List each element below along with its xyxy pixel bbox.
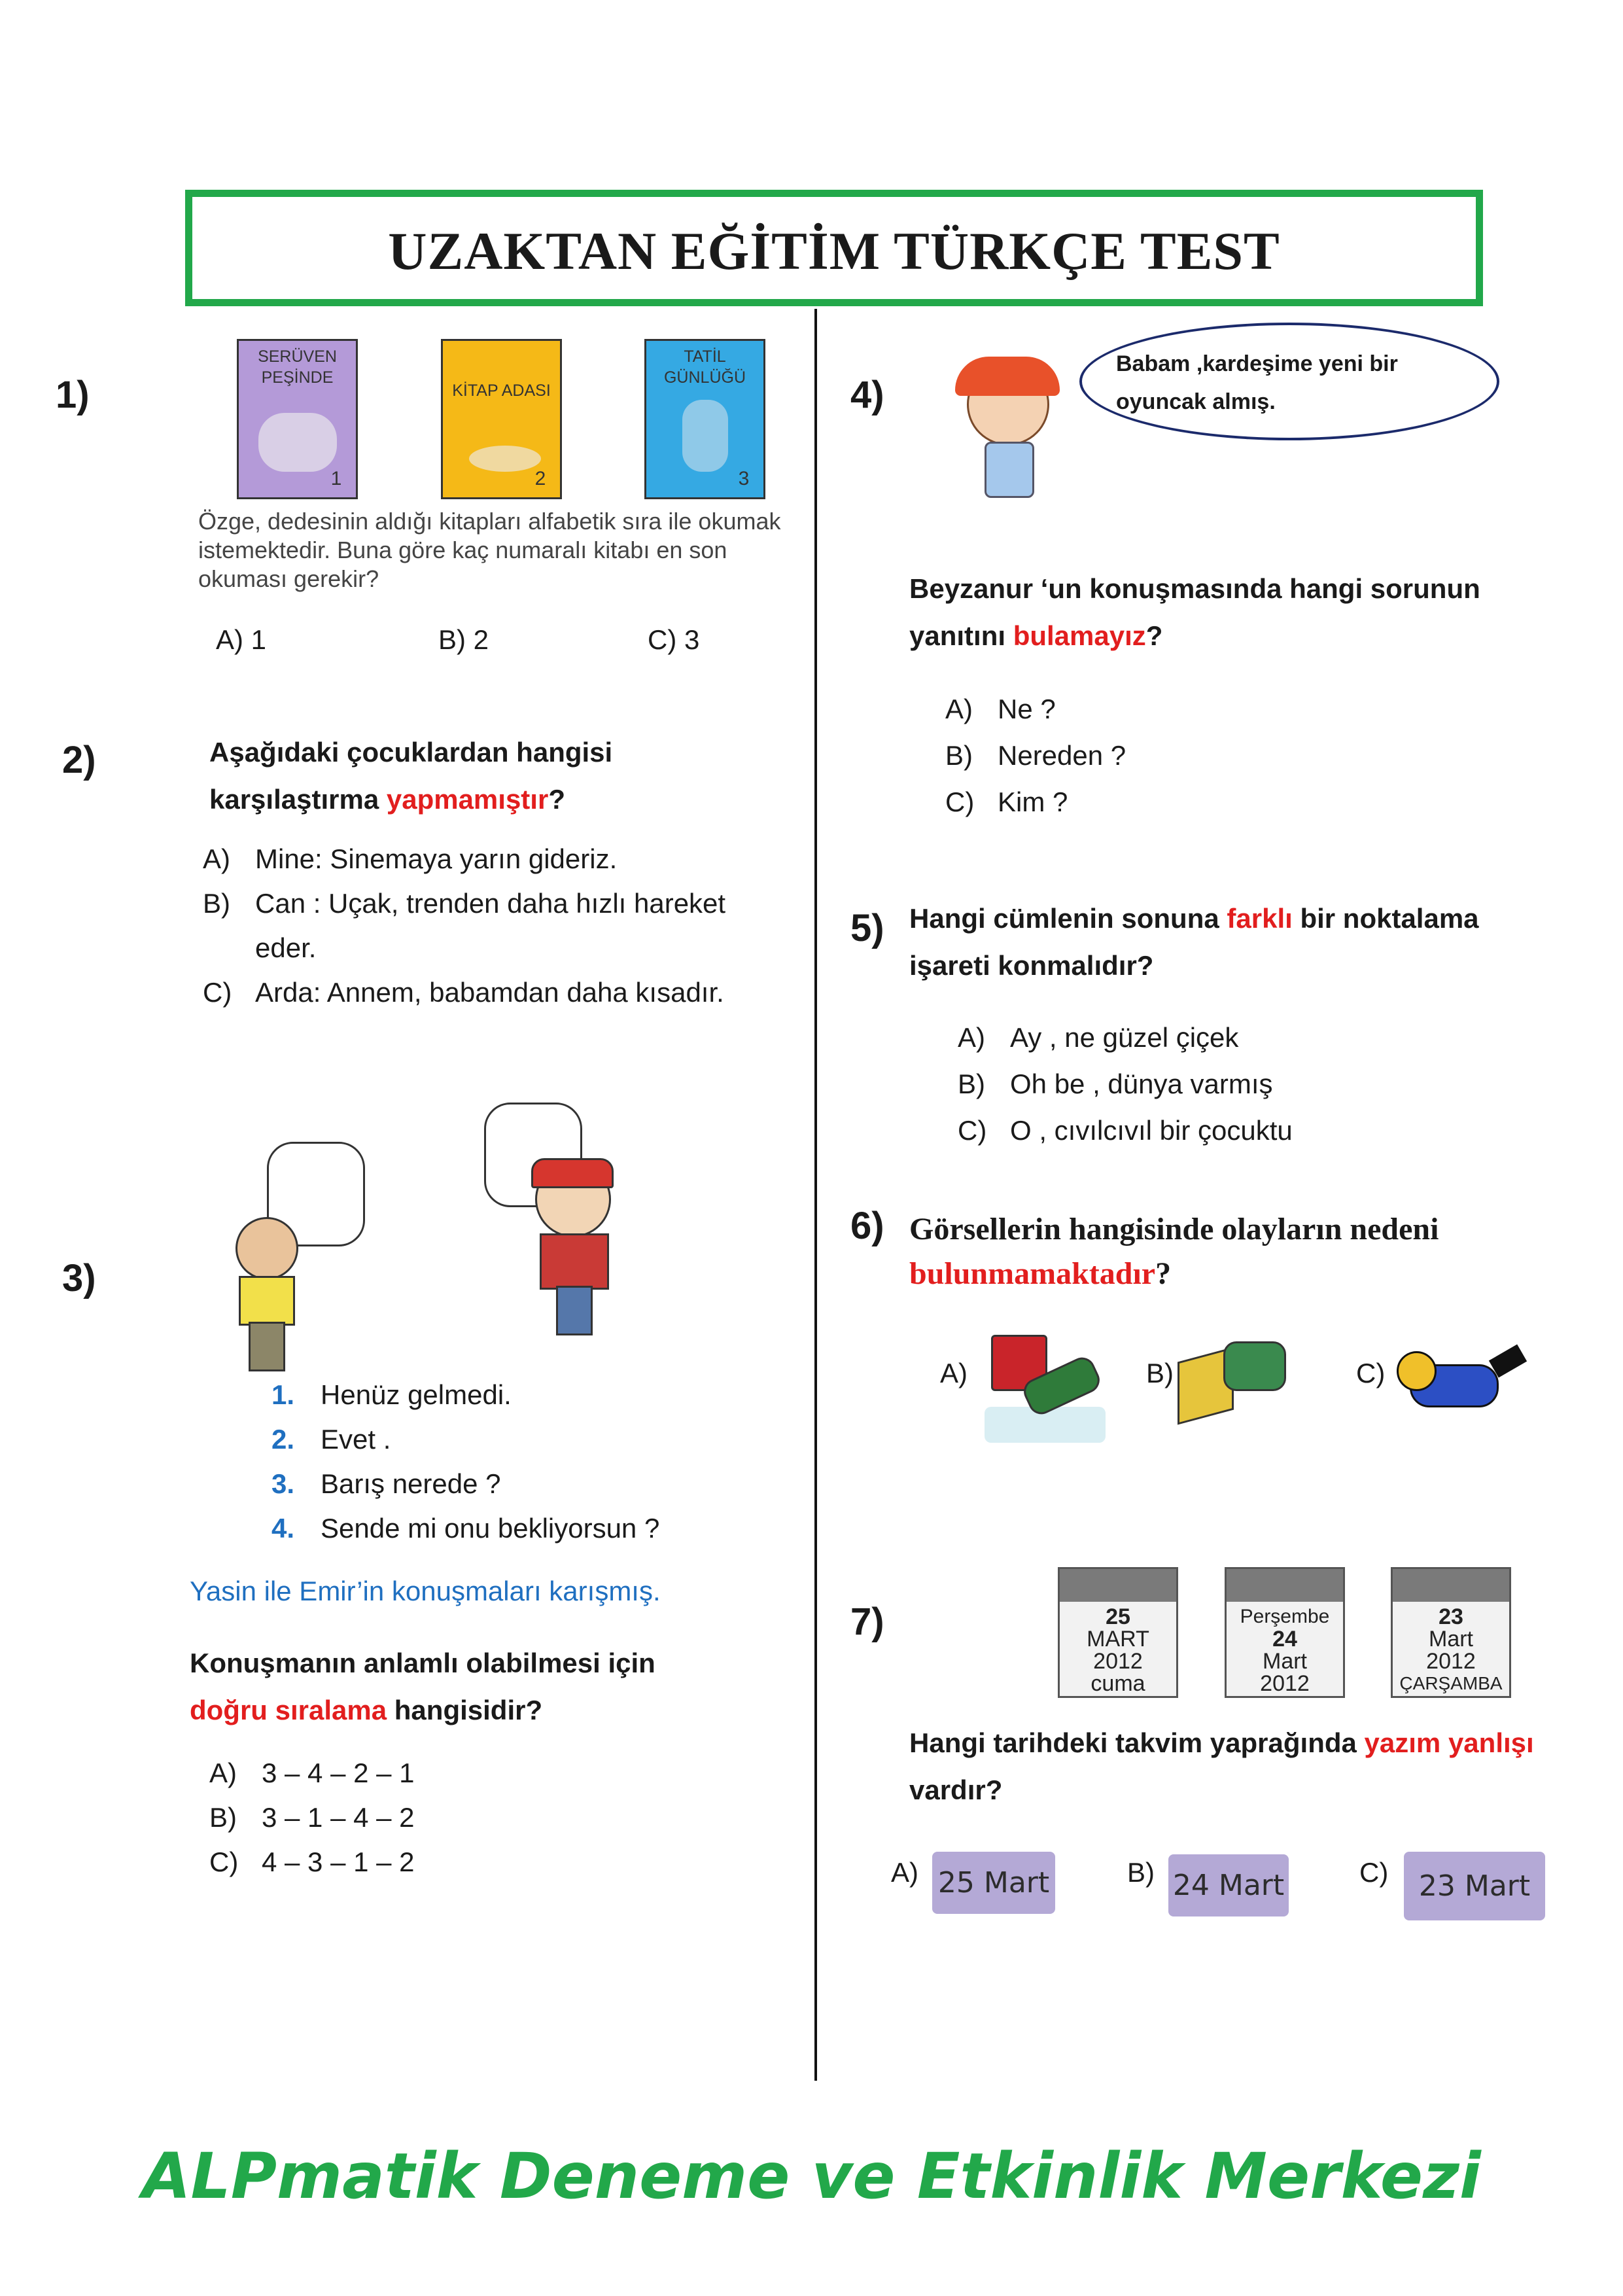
diver-mask-icon: [1397, 1351, 1437, 1391]
question-5-stem-part: Hangi cümlenin sonuna: [909, 903, 1227, 934]
question-7-number: 7): [850, 1600, 884, 1643]
question-2-options: [203, 837, 725, 1015]
question-6-stem-highlight: bulunmamaktadır: [909, 1256, 1156, 1291]
option-label: B): [203, 888, 230, 919]
question-3-option-a[interactable]: [209, 1751, 415, 1795]
question-4-stem-end: ?: [1145, 620, 1163, 651]
book-3-image: [644, 339, 765, 499]
question-3-note: Yasin ile Emir’in konuşmaları karışmış.: [190, 1576, 661, 1606]
calendar-2-line2: 24: [1272, 1627, 1297, 1651]
question-4-option-b[interactable]: [945, 732, 1126, 779]
question-1-text: Özge, dedesinin aldığı kitapları alfabetik sıra ile okumak istemektedir. Buna göre kaç numaralı kitabı en son okuması gerekir?: [198, 508, 781, 592]
book-1-image: [237, 339, 358, 499]
question-5-number: 5): [850, 907, 884, 949]
dialog-item-2: [271, 1417, 659, 1462]
option-label: C): [945, 786, 975, 817]
question-2-option-a[interactable]: [203, 837, 725, 881]
question-7-stem-highlight: yazım yanlışı: [1364, 1727, 1534, 1758]
calendar-3-line4: ÇARŞAMBA: [1399, 1673, 1503, 1693]
calendar-1-line3: 2012: [1093, 1649, 1143, 1674]
question-6-stem-line1: Görsellerin hangisinde olayların nedeni: [909, 1212, 1439, 1246]
option-label: A): [945, 694, 973, 724]
girl-hair: [955, 357, 1060, 396]
question-4-options: [945, 686, 1126, 825]
question-5-stem-line2: işareti konmalıdır?: [909, 950, 1154, 981]
question-4-stem-part: yanıtını: [909, 620, 1013, 651]
question-5-option-c[interactable]: [958, 1107, 1293, 1154]
question-3-option-c[interactable]: [209, 1840, 415, 1884]
option-label: C): [209, 1846, 239, 1877]
question-3-stem-end: hangisidir?: [387, 1695, 543, 1725]
calendar-page-2: [1225, 1567, 1345, 1698]
dialog-item-text: Sende mi onu bekliyorsun ?: [321, 1513, 660, 1544]
question-4-stem-highlight: bulamayız: [1013, 620, 1146, 651]
question-7-option-c-label[interactable]: C): [1359, 1857, 1389, 1888]
question-5-stem-part-2: bir noktalama: [1292, 903, 1479, 934]
option-label: B): [209, 1802, 237, 1833]
question-3-options: [209, 1751, 415, 1884]
book-2-number: 2: [534, 468, 546, 489]
option-text: Ne ?: [998, 694, 1056, 724]
question-5-option-a[interactable]: [958, 1014, 1293, 1061]
option-text: eder.: [255, 932, 317, 963]
book-1-title-line2: PEŞİNDE: [261, 368, 334, 387]
boy-2-body: [540, 1233, 609, 1290]
calendar-2-line3: Mart: [1263, 1649, 1307, 1674]
dialog-item-number: 2.: [271, 1424, 295, 1455]
calendar-3-line1: 23: [1439, 1604, 1463, 1629]
question-2-option-c[interactable]: [203, 970, 725, 1015]
book-1-number: 1: [330, 468, 342, 489]
option-text: 3 – 4 – 2 – 1: [262, 1757, 415, 1788]
book-2-title: KİTAP ADASI: [452, 381, 551, 400]
question-2-stem-end: ?: [548, 784, 565, 815]
book-3-illustration: [682, 400, 728, 472]
column-divider: [814, 309, 817, 2081]
calendar-1-line1: 25: [1106, 1604, 1130, 1629]
question-2-number: 2): [62, 739, 96, 781]
dialog-item-1: [271, 1373, 659, 1417]
option-text: Oh be , dünya varmış: [1010, 1069, 1273, 1099]
question-4-stem-line1: Beyzanur ‘un konuşmasında hangi sorunun: [909, 573, 1480, 604]
calendar-page-1: [1058, 1567, 1178, 1698]
boy-2-legs: [556, 1286, 593, 1335]
question-3-option-b[interactable]: [209, 1795, 415, 1840]
speech-line-1: Babam ,kardeşime yeni bir: [1116, 351, 1398, 376]
question-5-options: [958, 1014, 1293, 1154]
option-text: O , cıvılcıvıl bir çocuktu: [1010, 1115, 1293, 1146]
option-text: Nereden ?: [998, 740, 1126, 771]
question-7-stem-line1: [909, 1721, 1534, 1765]
option-label: B): [945, 740, 973, 771]
question-4-option-c[interactable]: [945, 779, 1126, 825]
calendar-1-line4: cuma: [1091, 1671, 1145, 1696]
man-icon: [1223, 1341, 1286, 1391]
calendar-page-3: [1391, 1567, 1511, 1698]
option-text: Arda: Annem, babamdan daha kısadır.: [255, 977, 724, 1008]
question-1-option-a[interactable]: A) 1: [216, 624, 267, 655]
question-3-stem-line2: [190, 1688, 542, 1733]
calendar-1-line2: MART: [1087, 1627, 1149, 1651]
dialog-item-number: 4.: [271, 1513, 295, 1544]
question-2-stem-line1: Aşağıdaki çocuklardan hangisi: [209, 737, 613, 768]
option-text: Mine: Sinemaya yarın gideriz.: [255, 843, 618, 874]
question-2-stem-part: karşılaştırma: [209, 784, 387, 815]
dialog-item-text: Evet .: [321, 1424, 391, 1455]
question-7-option-a-label[interactable]: A): [891, 1857, 918, 1888]
question-7-option-a-tag[interactable]: 25 Mart: [932, 1852, 1055, 1914]
option-text: 3 – 1 – 4 – 2: [262, 1802, 415, 1833]
question-7-stem-line2: vardır?: [909, 1775, 1003, 1805]
option-text: Kim ?: [998, 786, 1068, 817]
option-text: Can : Uçak, trenden daha hızlı hareket: [255, 888, 726, 919]
question-1-number: 1): [56, 374, 90, 416]
question-3-dialog-list: [271, 1373, 659, 1551]
dialog-item-number: 1.: [271, 1379, 295, 1410]
question-5-stem-highlight: farklı: [1227, 903, 1293, 934]
option-label: A): [209, 1757, 237, 1788]
boy-1-head: [236, 1217, 298, 1280]
dialog-item-number: 3.: [271, 1468, 295, 1499]
option-label: C): [958, 1115, 987, 1146]
option-label: A): [958, 1022, 985, 1053]
question-2-stem-highlight: yapmamıştır: [386, 784, 549, 815]
page-title: UZAKTAN EĞİTİM TÜRKÇE TEST: [388, 221, 1280, 281]
dialog-item-text: Barış nerede ?: [321, 1468, 501, 1499]
dialog-item-text: Henüz gelmedi.: [321, 1379, 512, 1410]
question-7-option-b-label[interactable]: B): [1127, 1857, 1155, 1888]
question-1-option-b[interactable]: B) 2: [438, 624, 489, 655]
option-label: [203, 926, 255, 970]
question-2-option-b-cont: [203, 926, 725, 970]
calendar-rings-icon: [1393, 1569, 1509, 1602]
book-3-title-line2: GÜNLÜĞÜ: [663, 368, 746, 387]
option-text: 4 – 3 – 1 – 2: [262, 1846, 415, 1877]
option-label: A): [203, 843, 230, 874]
dialog-item-3: [271, 1462, 659, 1506]
calendar-2-line1: Perşembe: [1240, 1606, 1330, 1627]
question-7-stem-part: Hangi tarihdeki takvim yaprağında: [909, 1727, 1365, 1758]
book-3-title-line1: TATİL: [684, 347, 726, 366]
question-6-option-b-label[interactable]: B): [1146, 1358, 1174, 1388]
calendar-rings-icon: [1227, 1569, 1343, 1602]
question-4-option-a[interactable]: [945, 686, 1126, 732]
title-box: [185, 190, 1483, 306]
question-6-option-a-label[interactable]: A): [940, 1358, 968, 1388]
question-5-option-b[interactable]: [958, 1061, 1293, 1107]
bench-man-image: [1178, 1328, 1295, 1426]
question-2-stem-line2: [209, 777, 565, 822]
question-6-option-c-label[interactable]: C): [1356, 1358, 1386, 1388]
speech-line-2: oyuncak almış.: [1116, 389, 1276, 414]
footer-brand: ALPmatik Deneme ve Etkinlik Merkezi: [142, 2140, 1481, 2213]
book-1-title-line1: SERÜVEN: [258, 347, 337, 366]
question-6-stem-end: ?: [1155, 1256, 1172, 1291]
book-3-number: 3: [738, 468, 750, 489]
falling-man-image: [985, 1328, 1109, 1446]
boy-2-cap: [531, 1158, 614, 1188]
dialog-item-4: [271, 1506, 659, 1551]
question-2-option-b[interactable]: [203, 881, 725, 926]
diver-image: [1397, 1332, 1527, 1436]
option-text: Ay , ne güzel çiçek: [1010, 1022, 1239, 1053]
book-1-illustration: [258, 413, 337, 472]
question-7-option-b-tag[interactable]: 24 Mart: [1168, 1854, 1289, 1916]
calendar-rings-icon: [1060, 1569, 1176, 1602]
boy-1-legs: [249, 1322, 285, 1371]
question-1-option-c[interactable]: C) 3: [648, 624, 700, 655]
calendar-3-line2: Mart: [1429, 1627, 1473, 1651]
question-6-stem: [909, 1207, 1439, 1296]
question-3-stem-highlight: doğru sıralama: [190, 1695, 387, 1725]
calendar-2-line4: 2012: [1260, 1671, 1310, 1696]
question-3-stem-line1: Konuşmanın anlamlı olabilmesi için: [190, 1648, 655, 1678]
option-label: C): [203, 977, 232, 1008]
question-7-option-c-tag[interactable]: 23 Mart: [1404, 1852, 1545, 1920]
calendar-3-line3: 2012: [1426, 1649, 1476, 1674]
question-4-stem-line2: [909, 614, 1162, 658]
girl-dress: [985, 442, 1034, 498]
question-3-number: 3): [62, 1257, 96, 1299]
speech-bubble: [1079, 323, 1499, 440]
question-6-number: 6): [850, 1205, 884, 1247]
option-label: B): [958, 1069, 985, 1099]
boy-1-body: [239, 1276, 295, 1326]
question-4-number: 4): [850, 374, 884, 416]
book-2-image: [441, 339, 562, 499]
question-5-stem-line1: [909, 896, 1479, 941]
